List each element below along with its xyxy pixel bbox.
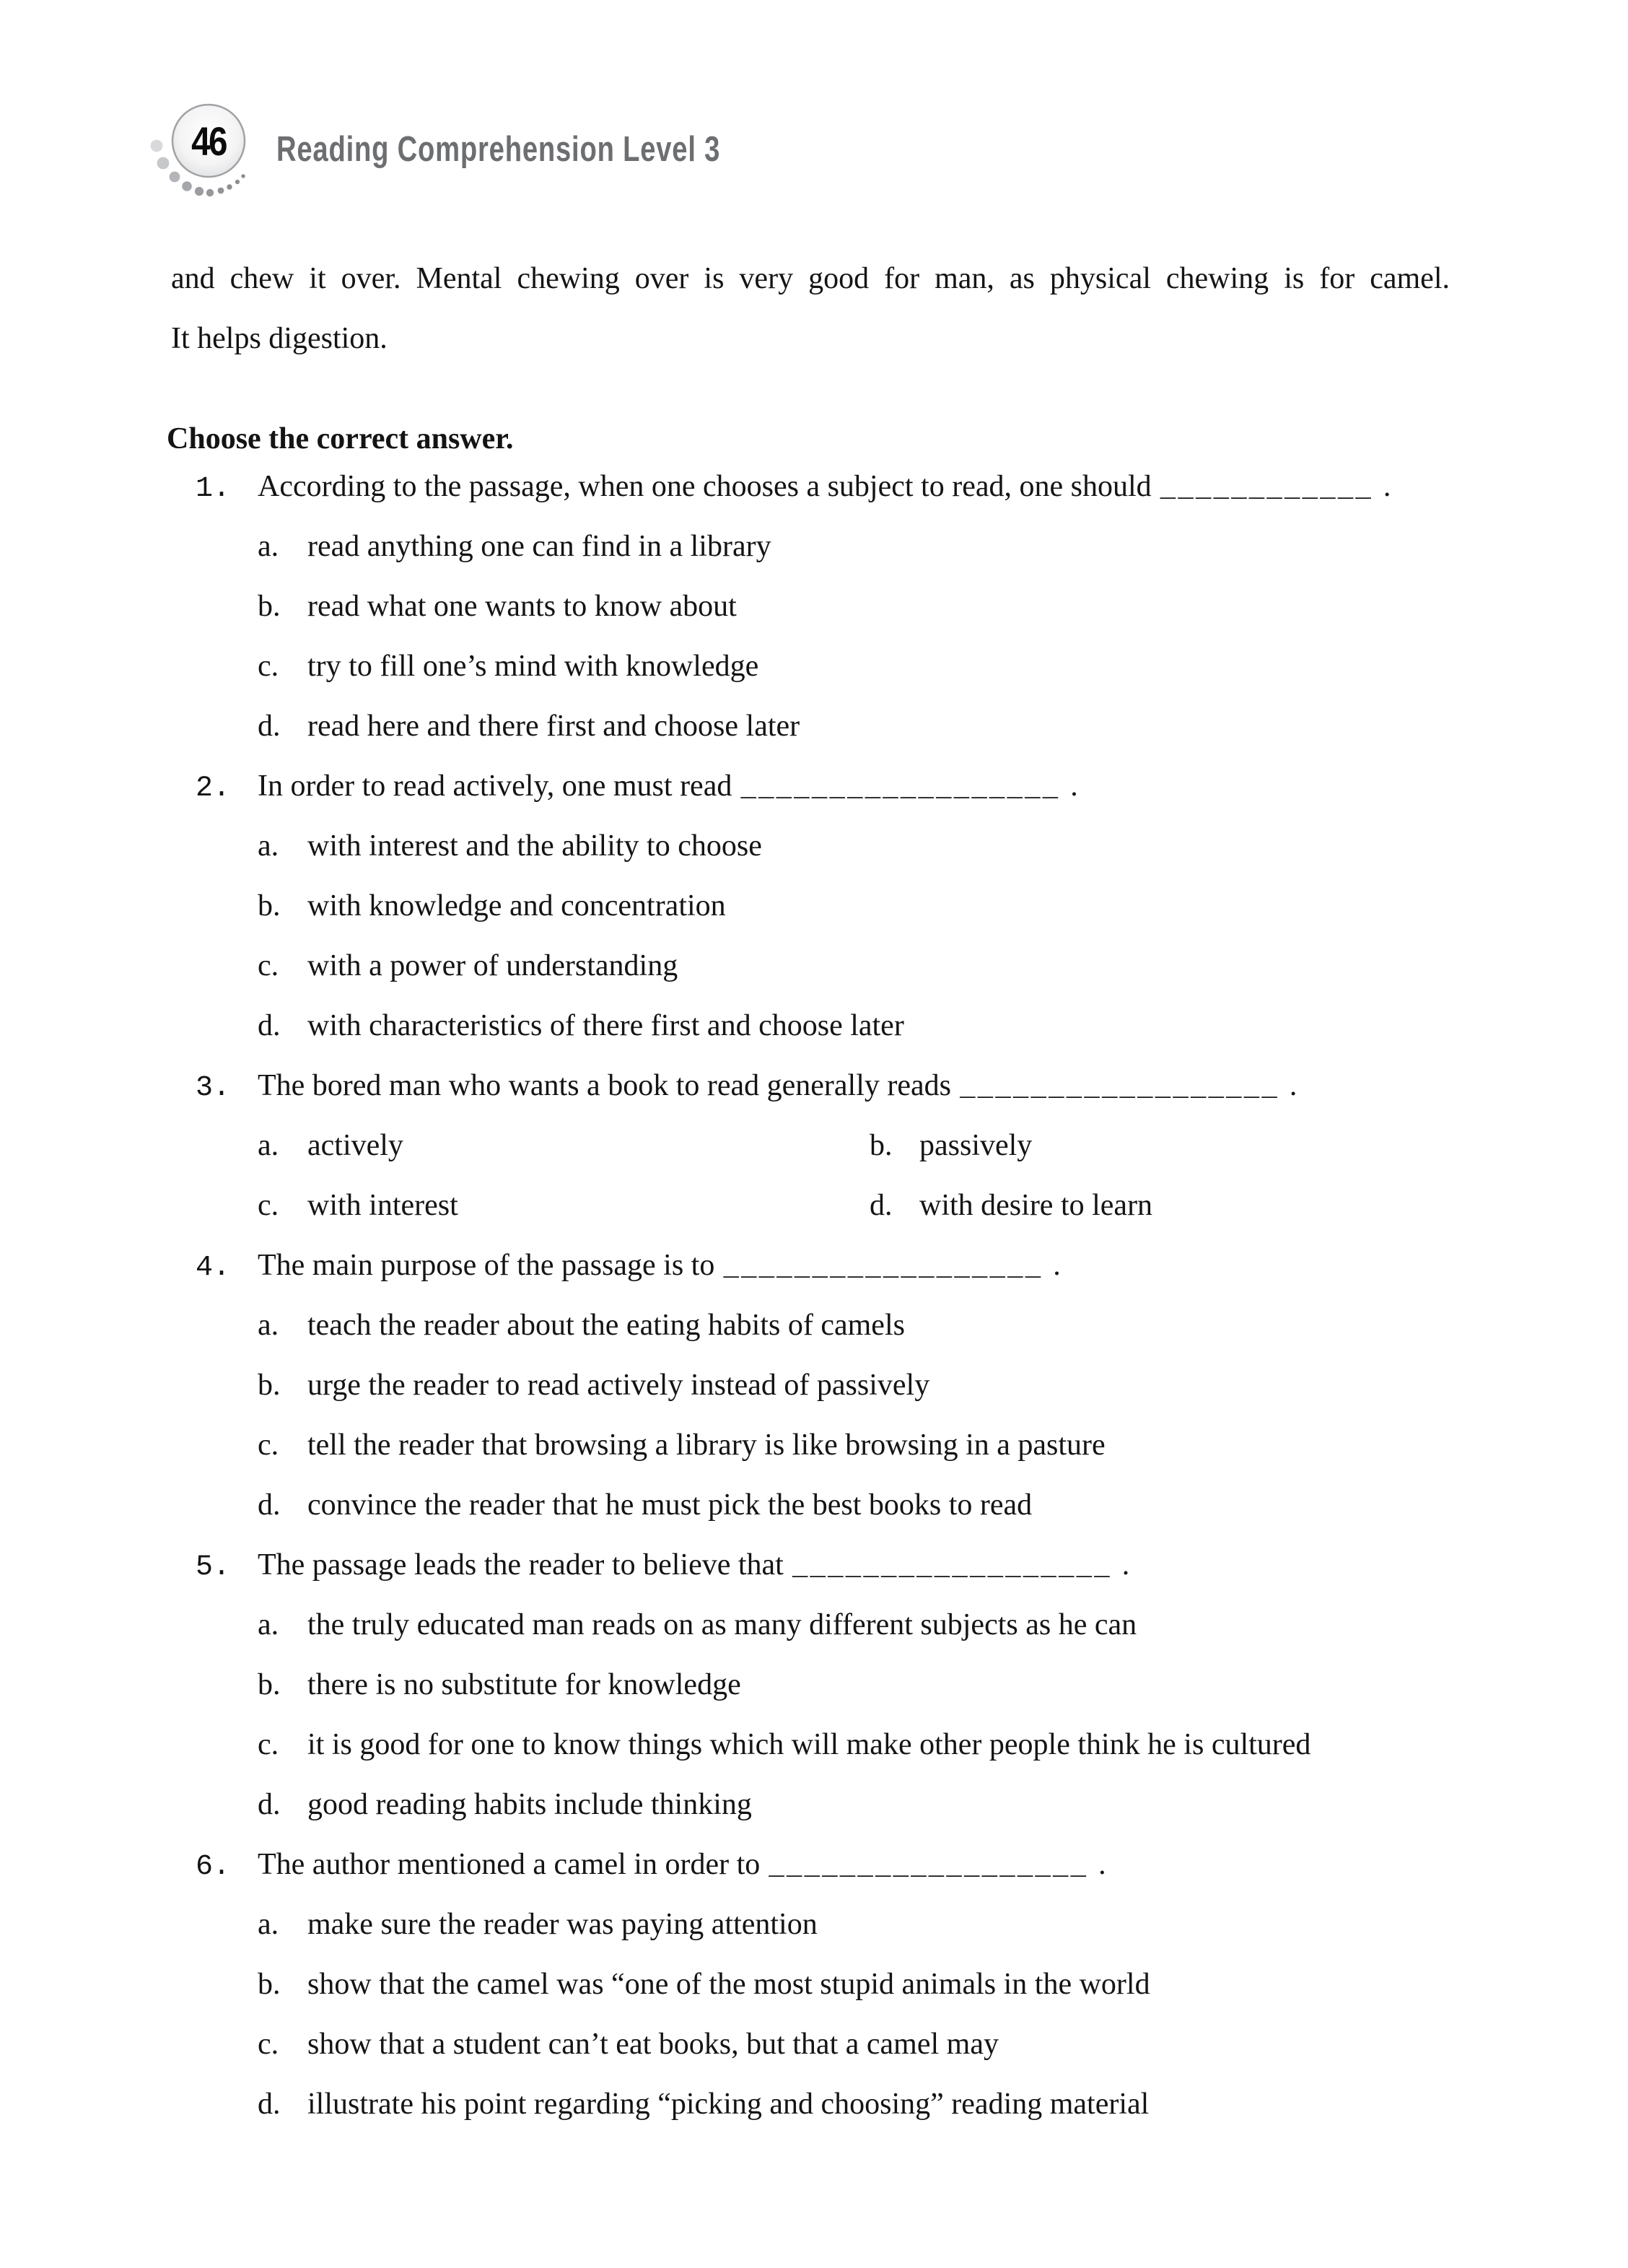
option-row (0, 1775, 1628, 1835)
option-text: with knowledge and concentration (307, 889, 726, 923)
question-text: The passage leads the reader to believe that (258, 1548, 784, 1582)
question-suffix: . (1121, 1548, 1130, 1582)
instruction-heading: Choose the correct answer. (167, 422, 514, 455)
passage-line: It helps digestion. (171, 322, 388, 355)
option-letter: c. (258, 949, 279, 982)
question-text: In order to read actively, one must read (258, 769, 732, 803)
option-row (0, 1475, 1628, 1535)
answer-blank: __________________ (960, 1073, 1279, 1103)
option-row (0, 996, 1628, 1056)
option-letter: d. (258, 1488, 281, 1522)
option-row (0, 1715, 1628, 1775)
question-number: 3. (196, 1072, 231, 1104)
option-row (0, 1895, 1628, 1955)
answer-blank: ____________ (1160, 474, 1373, 504)
option-letter: a. (258, 1608, 279, 1641)
question-suffix: . (1098, 1848, 1106, 1881)
page-header (147, 91, 846, 205)
question-number: 6. (196, 1851, 231, 1883)
question-row (0, 1535, 1628, 1595)
option-letter: c. (258, 1429, 279, 1462)
option-text: with interest (307, 1189, 458, 1222)
option-letter: a. (258, 1129, 279, 1162)
option-text: teach the reader about the eating habits of camels (307, 1309, 905, 1342)
question-text: According to the passage, when one chooses a subject to read, one should (258, 470, 1152, 503)
option-text: make sure the reader was paying attention (307, 1908, 818, 1941)
option-cell (870, 1176, 1152, 1236)
option-text: try to fill one’s mind with knowledge (307, 650, 759, 683)
answer-blank: __________________ (792, 1553, 1112, 1582)
option-letter: b. (258, 1968, 281, 2001)
option-text: with interest and the ability to choose (307, 829, 762, 863)
question-row (0, 1056, 1628, 1116)
question-number: 4. (196, 1252, 231, 1284)
option-letter: d. (870, 1189, 893, 1222)
question-number: 5. (196, 1551, 231, 1584)
question-text: The author mentioned a camel in order to (258, 1848, 761, 1881)
question-row (0, 756, 1628, 816)
option-letter: d. (258, 1788, 281, 1821)
option-text: show that a student can’t eat books, but that a camel may (307, 2028, 999, 2061)
question-suffix: . (1053, 1249, 1061, 1282)
option-text: with desire to learn (919, 1189, 1153, 1222)
option-text: passively (919, 1129, 1033, 1162)
option-text: read anything one can find in a library (307, 530, 771, 563)
question-row (0, 1835, 1628, 1895)
option-text: illustrate his point regarding “picking and choosing” reading material (307, 2088, 1150, 2121)
question-suffix: . (1070, 769, 1078, 803)
option-text: good reading habits include thinking (307, 1788, 752, 1821)
option-text: with a power of understanding (307, 949, 678, 982)
option-letter: a. (258, 530, 279, 563)
option-row (0, 1356, 1628, 1416)
question-suffix: . (1289, 1069, 1297, 1102)
option-text: it is good for one to know things which will make other people think he is cultured (307, 1728, 1311, 1761)
option-row (0, 1116, 1628, 1176)
option-letter: a. (258, 1309, 279, 1342)
option-text: urge the reader to read actively instead of passively (307, 1369, 930, 1402)
option-row (0, 876, 1628, 936)
option-letter: b. (258, 889, 281, 923)
option-letter: c. (258, 2028, 279, 2061)
option-row (0, 517, 1628, 577)
option-text: read what one wants to know about (307, 590, 737, 623)
option-row (0, 936, 1628, 996)
question-number: 2. (196, 772, 231, 805)
page-number-badge (147, 91, 266, 205)
option-letter: d. (258, 710, 281, 743)
option-row (0, 2015, 1628, 2075)
passage (171, 249, 1450, 369)
option-row (0, 1296, 1628, 1356)
answer-blank: __________________ (723, 1253, 1043, 1283)
option-letter: d. (258, 1009, 281, 1042)
badge-number: 46 (191, 118, 226, 164)
option-row (0, 2075, 1628, 2134)
question-list (0, 457, 1628, 2134)
question-row (0, 457, 1628, 517)
option-letter: c. (258, 1189, 279, 1222)
option-row (0, 816, 1628, 876)
option-row (0, 637, 1628, 697)
option-letter: a. (258, 1908, 279, 1941)
option-row (0, 1655, 1628, 1715)
option-text: with characteristics of there first and choose later (307, 1009, 904, 1042)
option-row (0, 1595, 1628, 1655)
option-text: read here and there first and choose later (307, 710, 800, 743)
option-cell (258, 1176, 870, 1236)
option-row (0, 1416, 1628, 1475)
option-text: the truly educated man reads on as many different subjects as he can (307, 1608, 1137, 1641)
option-letter: b. (258, 590, 281, 623)
answer-blank: __________________ (740, 774, 1061, 803)
answer-blank: __________________ (769, 1852, 1089, 1882)
passage-line: and chew it over. Mental chewing over is very good for man, as physical chewing is for camel. (171, 262, 1450, 295)
option-cell (870, 1116, 1032, 1176)
question-number: 1. (196, 473, 231, 505)
option-letter: b. (870, 1129, 893, 1162)
option-row (0, 577, 1628, 637)
option-letter: d. (258, 2088, 281, 2121)
question-row (0, 1236, 1628, 1296)
option-letter: a. (258, 829, 279, 863)
option-cell (258, 1116, 870, 1176)
option-text: tell the reader that browsing a library is like browsing in a pasture (307, 1429, 1106, 1462)
option-text: show that the camel was “one of the most stupid animals in the world (307, 1968, 1150, 2001)
question-text: The main purpose of the passage is to (258, 1249, 715, 1282)
option-text: actively (307, 1129, 403, 1162)
option-letter: b. (258, 1369, 281, 1402)
page-title: Reading Comprehension Level 3 (276, 130, 721, 169)
question-suffix: . (1383, 470, 1391, 503)
option-letter: c. (258, 1728, 279, 1761)
question-text: The bored man who wants a book to read generally reads (258, 1069, 951, 1102)
option-row (0, 1176, 1628, 1236)
option-letter: c. (258, 650, 279, 683)
option-row (0, 1955, 1628, 2015)
option-row (0, 697, 1628, 756)
option-text: convince the reader that he must pick the best books to read (307, 1488, 1033, 1522)
option-letter: b. (258, 1668, 281, 1701)
option-text: there is no substitute for knowledge (307, 1668, 741, 1701)
